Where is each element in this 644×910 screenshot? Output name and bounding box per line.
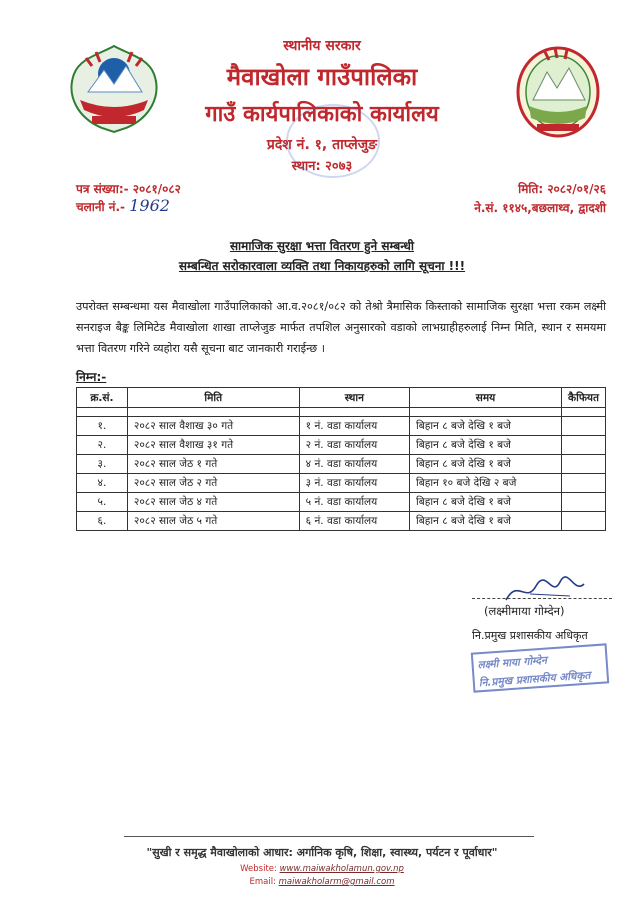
col-serial: क्र.सं.	[77, 388, 128, 408]
cell-place: १ नं. वडा कार्यालय	[299, 417, 409, 436]
cell-time: बिहान ८ बजे देखि १ बजे	[410, 512, 562, 531]
date-value: २०८२/०१/२६	[547, 182, 606, 196]
cell-time: बिहान ८ बजे देखि १ बजे	[410, 493, 562, 512]
cell-remarks	[562, 417, 606, 436]
cell-remarks	[562, 493, 606, 512]
cell-place: २ नं. वडा कार्यालय	[299, 436, 409, 455]
table-spacer-row	[77, 408, 606, 417]
cell-date: २०८२ साल जेठ १ गते	[127, 455, 299, 474]
cell-place: ४ नं. वडा कार्यालय	[299, 455, 409, 474]
subject-line-2: सम्बन्धित सरोकारवाला व्यक्ति तथा निकायहरुको लागि सूचना !!!	[178, 259, 466, 273]
signature-line	[472, 598, 612, 599]
letter-number	[76, 180, 181, 197]
table-header-row	[77, 388, 606, 408]
stamp-line-1: लक्ष्मी माया गोम्देन	[477, 654, 548, 672]
cell-date: २०८२ साल जेठ ५ गते	[127, 512, 299, 531]
col-time: समय	[410, 388, 562, 408]
cell-date: २०८२ साल वैशाख ३० गते	[127, 417, 299, 436]
footer-divider	[124, 836, 534, 837]
cell-date: २०८२ साल जेठ २ गते	[127, 474, 299, 493]
cell-time: बिहान १० बजे देखि २ बजे	[410, 474, 562, 493]
col-place: स्थान	[299, 388, 409, 408]
table-row	[77, 455, 606, 474]
cell-serial: १.	[77, 417, 128, 436]
cell-place: ३ नं. वडा कार्यालय	[299, 474, 409, 493]
footer-email	[0, 877, 644, 887]
cell-date: २०८२ साल वैशाख ३१ गते	[127, 436, 299, 455]
email-link[interactable]: maiwakholarm@gmail.com	[278, 877, 395, 887]
cell-time: बिहान ८ बजे देखि १ बजे	[410, 436, 562, 455]
signatory-title: नि.प्रमुख प्रशासकीय अधिकृत	[472, 629, 588, 642]
cell-remarks	[562, 455, 606, 474]
cell-serial: ५.	[77, 493, 128, 512]
municipality-name: मैवाखोला गाउँपालिका	[226, 63, 418, 91]
cell-serial: ४.	[77, 474, 128, 493]
cell-serial: ६.	[77, 512, 128, 531]
cell-place: ५ नं. वडा कार्यालय	[299, 493, 409, 512]
signatory-name: (लक्ष्मीमाया गोम्देन)	[484, 604, 565, 618]
cell-remarks	[562, 436, 606, 455]
letter-number-value: २०८१/०८२	[132, 182, 181, 196]
notice-body: उपरोक्त सम्बन्धमा यस मैवाखोला गाउँपालिकाको आ.व.२०८१/०८२ को तेश्रो त्रैमासिक किस्ताको सामाजिक सुरक्षा भत्ता रकम लक्ष्मी सनराइज बैङ्क लिमिटेड मैवाखोला शाखा ताप्लेजुङ मार्फत तपशिल अनुसारको वडाको लाभग्राहीहरुलाई निम्न मिति, स्थान र समयमा भत्ता वितरण गरिने व्यहोरा यसै सूचना बाट जानकारी गराईन्छ ।	[76, 300, 606, 355]
office-name: गाउँ कार्यपालिकाको कार्यालय	[205, 102, 439, 127]
cell-place: ६ नं. वडा कार्यालय	[299, 512, 409, 531]
dispatch-number-label: चलानी नं.-	[76, 200, 126, 214]
distribution-schedule-table	[76, 387, 606, 531]
website-link[interactable]: www.maiwakholamun.gov.np	[279, 864, 404, 874]
province-line: प्रदेश नं. १, ताप्लेजुङ	[266, 137, 378, 153]
table-row	[77, 512, 606, 531]
cell-time: बिहान ८ बजे देखि १ बजे	[410, 417, 562, 436]
date-label: मिति:	[518, 182, 544, 196]
col-remarks: कैफियत	[562, 388, 606, 408]
dispatch-number	[76, 196, 170, 215]
table-row	[77, 417, 606, 436]
office-stamp-mark	[286, 104, 380, 178]
cell-serial: २.	[77, 436, 128, 455]
footer-motto: "सुखी र समृद्ध मैवाखोलाको आधार: अर्गानिक कृषि, शिक्षा, स्वास्थ्य, पर्यटन र पूर्वाधार"	[146, 846, 498, 859]
subject	[0, 236, 644, 276]
table-row	[77, 493, 606, 512]
letter-number-label: पत्र संख्या:-	[76, 182, 129, 196]
cell-serial: ३.	[77, 455, 128, 474]
government-label: स्थानीय सरकार	[283, 38, 361, 54]
stamp-line-2: नि.प्रमुख प्रशासकीय अधिकृत	[478, 669, 591, 690]
cell-time: बिहान ८ बजे देखि १ बजे	[410, 455, 562, 474]
table-label: निम्न:-	[76, 370, 107, 384]
cell-remarks	[562, 512, 606, 531]
subject-line-1: सामाजिक सुरक्षा भत्ता वितरण हुने सम्बन्धी	[229, 239, 415, 253]
nepal-sambat-date: ने.सं. ११४५,बछलाथ्व, द्वादशी	[474, 201, 606, 215]
signature-scribble	[500, 574, 590, 608]
footer-website	[0, 864, 644, 874]
website-label: Website:	[240, 864, 277, 874]
date	[518, 180, 606, 197]
cell-date: २०८२ साल जेठ ४ गते	[127, 493, 299, 512]
col-date: मिति	[127, 388, 299, 408]
cell-remarks	[562, 474, 606, 493]
place-line: स्थान: २०७३	[291, 159, 353, 174]
dispatch-number-value: 1962	[129, 196, 170, 215]
table-row	[77, 436, 606, 455]
table-row	[77, 474, 606, 493]
email-label: Email:	[249, 877, 276, 887]
signatory-stamp	[471, 643, 609, 692]
